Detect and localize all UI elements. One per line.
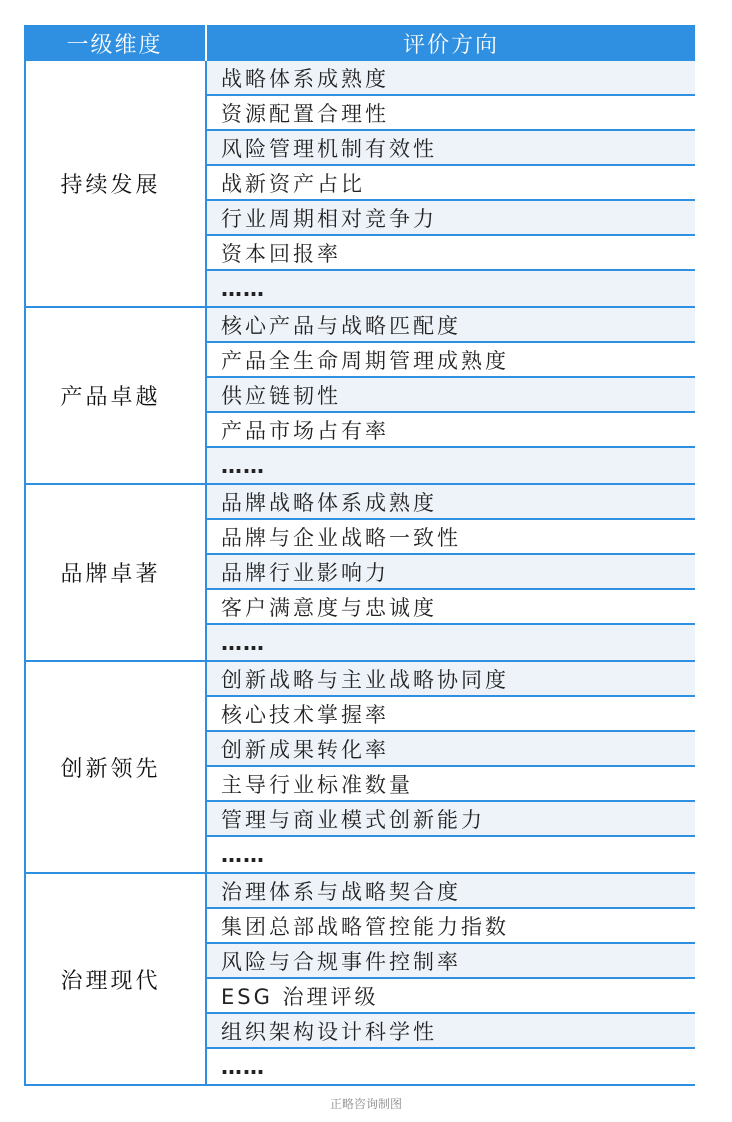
direction-item: 管理与商业模式创新能力 [207, 802, 695, 837]
dimension-label: 治理现代 [24, 874, 207, 1084]
direction-item: 行业周期相对竞争力 [207, 201, 695, 236]
direction-item: 风险与合规事件控制率 [207, 944, 695, 979]
direction-item: 品牌与企业战略一致性 [207, 520, 695, 555]
direction-list [207, 874, 695, 1084]
direction-item: 核心技术掌握率 [207, 697, 695, 732]
direction-item: 战略体系成熟度 [207, 61, 695, 96]
direction-item: 客户满意度与忠诚度 [207, 590, 695, 625]
figure-caption: 正略咨询制图 [329, 1097, 402, 1111]
group-brand-excellence [24, 485, 695, 662]
group-product-excellence [24, 308, 695, 485]
direction-item-more: …… [207, 625, 695, 660]
group-innovation-leading [24, 662, 695, 874]
dimension-label: 产品卓越 [24, 308, 207, 483]
direction-list [207, 662, 695, 872]
direction-item: 资本回报率 [207, 236, 695, 271]
header-direction: 评价方向 [402, 32, 499, 58]
direction-item: 产品市场占有率 [207, 413, 695, 448]
direction-item: 创新成果转化率 [207, 732, 695, 767]
direction-item: 核心产品与战略匹配度 [207, 308, 695, 343]
direction-item: 治理体系与战略契合度 [207, 874, 695, 909]
direction-item: 供应链韧性 [207, 378, 695, 413]
group-modern-governance [24, 874, 695, 1086]
direction-item-more: …… [207, 271, 695, 306]
direction-item-more: …… [221, 842, 265, 867]
direction-item: 集团总部战略管控能力指数 [207, 909, 695, 944]
table-header [24, 25, 695, 61]
direction-list [207, 308, 695, 483]
dimension-label: 持续发展 [24, 61, 207, 306]
direction-item: 战新资产占比 [207, 166, 695, 201]
direction-item: 创新战略与主业战略协同度 [207, 662, 695, 697]
direction-item: 主导行业标准数量 [207, 767, 695, 802]
direction-list [207, 61, 695, 306]
dimension-label: 品牌卓著 [24, 485, 207, 660]
direction-item: 产品全生命周期管理成熟度 [207, 343, 695, 378]
direction-item: 品牌战略体系成熟度 [207, 485, 695, 520]
header-dimension: 一级维度 [24, 25, 207, 61]
direction-item: 资源配置合理性 [207, 96, 695, 131]
direction-item: 组织架构设计科学性 [207, 1014, 695, 1049]
direction-item: 品牌行业影响力 [207, 555, 695, 590]
direction-list [207, 485, 695, 660]
dimension-label: 创新领先 [24, 662, 207, 872]
direction-item: 风险管理机制有效性 [207, 131, 695, 166]
direction-item: ESG 治理评级 [207, 979, 695, 1014]
evaluation-table [24, 25, 695, 1086]
direction-item-more: …… [221, 1054, 265, 1079]
direction-item-more: …… [207, 448, 695, 483]
group-sustainable-development [24, 61, 695, 308]
